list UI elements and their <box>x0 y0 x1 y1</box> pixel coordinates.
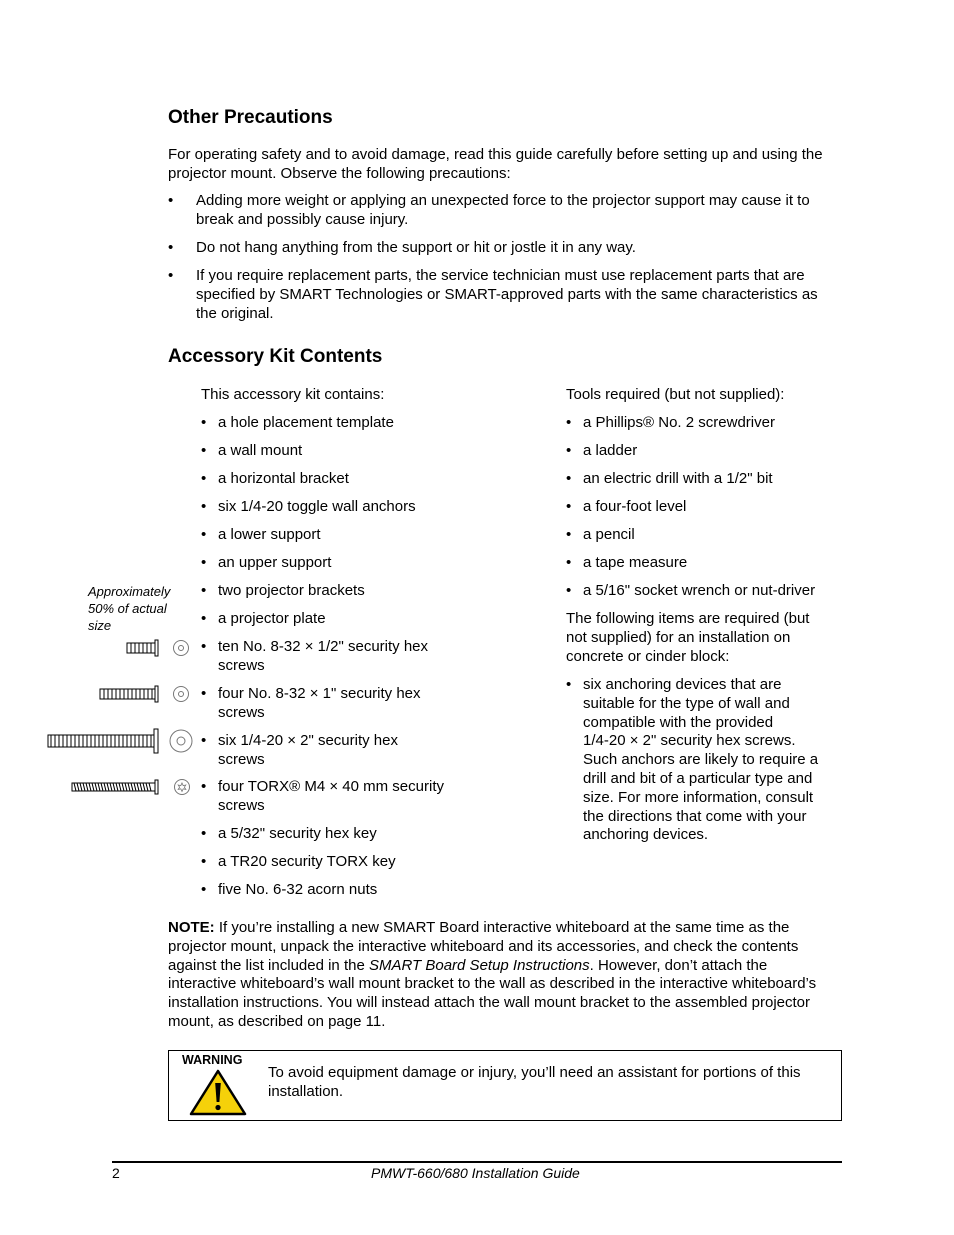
list-item-text: a Phillips® No. 2 screwdriver <box>583 414 775 431</box>
tools-intro: Tools required (but not supplied): <box>566 386 785 403</box>
concrete-intro-line: not supplied) for an installation on <box>566 628 791 646</box>
footer-title: PMWT-660/680 Installation Guide <box>371 1165 580 1181</box>
bullet-dot: • <box>201 582 207 599</box>
list-item-text: a TR20 security TORX key <box>218 853 396 870</box>
list-item-text: four TORX® M4 × 40 mm security <box>218 778 444 795</box>
precautions-intro-line: For operating safety and to avoid damage, read this guide carefully before setting up and using the <box>168 146 823 163</box>
precaution-text: specified by SMART Technologies or SMART-approved parts with the same characteristics as <box>196 285 818 303</box>
concrete-item-line: size. For more information, consult <box>583 788 814 806</box>
precaution-item: • If you require replacement parts, the service technician must use replacement parts that are specified by SMART Technologies or SMART-approved parts with the same characteristics as the original. <box>168 267 818 322</box>
precaution-item: • Adding more weight or applying an unexpected force to the projector support may cause it to break and possibly cause injury. <box>168 192 810 228</box>
list-item-text: two projector brackets <box>218 582 365 599</box>
note-doc-title: SMART Board Setup Instructions <box>368 956 590 974</box>
caption-line: Approximately <box>88 584 171 599</box>
note-text: mount, as described on page 11. <box>168 1012 386 1030</box>
note-label: NOTE: <box>168 919 215 936</box>
precaution-text: Do not hang anything from the support or hit or jostle it in any way. <box>196 239 636 256</box>
concrete-item-line: drill and bit of a particular type and <box>583 769 813 787</box>
list-item-text: a hole placement template <box>218 414 394 431</box>
warning-text: To avoid equipment damage or injury, you’ll need an assistant for portions of this <box>268 1064 801 1081</box>
bullet-dot: • <box>201 414 207 431</box>
list-item-text: five No. 6-32 acorn nuts <box>218 881 378 898</box>
list-item-text: an electric drill with a 1/2" bit <box>583 470 773 487</box>
bullet-dot: • <box>201 470 207 487</box>
bullet-dot: • <box>201 732 207 749</box>
note-text: installation instructions. You will instead attach the wall mount bracket to the assembled projector <box>168 994 811 1012</box>
bullet-dot: • <box>201 526 207 543</box>
note-text: against the list included in the <box>168 956 369 974</box>
bullet-dot: • <box>201 498 207 515</box>
concrete-item-line: six anchoring devices that are <box>583 676 782 693</box>
bullet-dot: • <box>566 582 572 599</box>
list-item-text: screws <box>218 656 265 674</box>
list-item-text: a ladder <box>583 442 638 459</box>
concrete-item-line: the directions that come with your <box>583 807 807 825</box>
precautions-heading: Other Precautions <box>168 107 333 128</box>
bullet-dot: • <box>566 498 572 515</box>
list-item-text: six 1/4-20 × 2" security hex <box>218 732 398 749</box>
list-item-text: a 5/16" socket wrench or nut-driver <box>583 582 816 599</box>
bullet-dot: • <box>201 825 207 842</box>
bullet-dot: • <box>566 470 572 487</box>
list-item-text: four No. 8-32 × 1" security hex <box>218 685 421 702</box>
precaution-text: break and possibly cause injury. <box>196 210 409 228</box>
list-item-text: a wall mount <box>218 442 303 459</box>
list-item-text: a four-foot level <box>583 498 687 515</box>
bullet-dot: • <box>201 778 207 795</box>
concrete-item: • six anchoring devices that are suitable for the type of wall and compatible with the provided 1/4-20 × 2" security hex screws. Such anchors are likely to require a drill and bit of a particular type and size. For more information, consult the directions that come with your anchoring devices. <box>566 676 819 844</box>
bullet-dot: • <box>566 554 572 571</box>
precautions-intro-line: projector mount. Observe the following precautions: <box>168 164 511 182</box>
note-text: . However, don’t attach the <box>589 956 768 974</box>
caption-line: 50% of actual <box>88 601 167 616</box>
warning-label: WARNING <box>182 1053 243 1067</box>
note-text: interactive whiteboard’s wall mount bracket to the wall as described in the interactive whiteboard’s <box>168 975 817 993</box>
concrete-item-line: anchoring devices. <box>583 826 709 844</box>
warning-box <box>168 1050 842 1121</box>
bullet-dot: • <box>201 638 207 655</box>
screw-half-inch-icon <box>126 639 190 657</box>
kit-heading: Accessory Kit Contents <box>168 346 383 367</box>
concrete-intro-line: The following items are required (but <box>566 610 810 627</box>
bullet-dot: • <box>201 853 207 870</box>
list-item-text: an upper support <box>218 554 332 571</box>
list-item-text: a 5/32" security hex key <box>218 825 377 842</box>
concrete-item-line: 1/4-20 × 2" security hex screws. <box>583 732 796 750</box>
bullet-dot: • <box>201 554 207 571</box>
bullet-dot: • <box>566 526 572 543</box>
concrete-intro-line: concrete or cinder block: <box>566 647 730 665</box>
list-item-text: a pencil <box>583 526 635 543</box>
concrete-item-line: Such anchors are likely to require a <box>583 751 819 769</box>
list-item-text: ten No. 8-32 × 1/2" security hex <box>218 638 429 655</box>
list-item-text: screws <box>218 703 265 721</box>
size-caption <box>88 583 170 634</box>
warning-message <box>268 1064 828 1102</box>
bullet-dot: • <box>201 610 207 627</box>
list-item-text: six 1/4-20 toggle wall anchors <box>218 498 416 515</box>
caption-line: size <box>88 618 112 633</box>
screw-one-inch-icon <box>99 685 190 703</box>
list-item-text: screws <box>218 750 265 768</box>
screw-two-inch-icon <box>47 728 195 754</box>
concrete-item-line: compatible with the provided <box>583 713 774 731</box>
warning-triangle-icon <box>189 1069 247 1121</box>
precaution-text: the original. <box>196 304 274 322</box>
footer-rule <box>112 1161 842 1163</box>
bullet-dot: • <box>566 442 572 459</box>
precaution-item: • Do not hang anything from the support or hit or jostle it in any way. <box>168 239 636 256</box>
bullet-dot: • <box>201 881 207 898</box>
list-item-text: a projector plate <box>218 610 326 627</box>
screw-torx-icon <box>71 778 191 796</box>
precautions-intro <box>168 146 858 184</box>
bullet-dot: • <box>201 685 207 702</box>
list-item-text: a lower support <box>218 526 321 543</box>
bullet-dot: • <box>566 414 572 431</box>
precaution-text: If you require replacement parts, the service technician must use replacement parts that are <box>196 267 805 284</box>
warning-text: installation. <box>268 1082 344 1100</box>
precaution-text: Adding more weight or applying an unexpected force to the projector support may cause it to <box>196 192 810 209</box>
concrete-intro <box>566 610 836 666</box>
list-item-text: screws <box>218 796 265 814</box>
note-block <box>168 919 858 1032</box>
page-number: 2 <box>112 1165 120 1181</box>
list-item-text: a tape measure <box>583 554 688 571</box>
note-text: If you’re installing a new SMART Board interactive whiteboard at the same time as the <box>214 919 790 936</box>
note-text: projector mount, unpack the interactive whiteboard and its accessories, and check the contents <box>168 937 799 955</box>
bullet-dot: • <box>201 442 207 459</box>
concrete-item-line: suitable for the type of wall and <box>583 694 790 712</box>
list-item-text: a horizontal bracket <box>218 470 349 487</box>
kit-intro: This accessory kit contains: <box>201 386 385 403</box>
